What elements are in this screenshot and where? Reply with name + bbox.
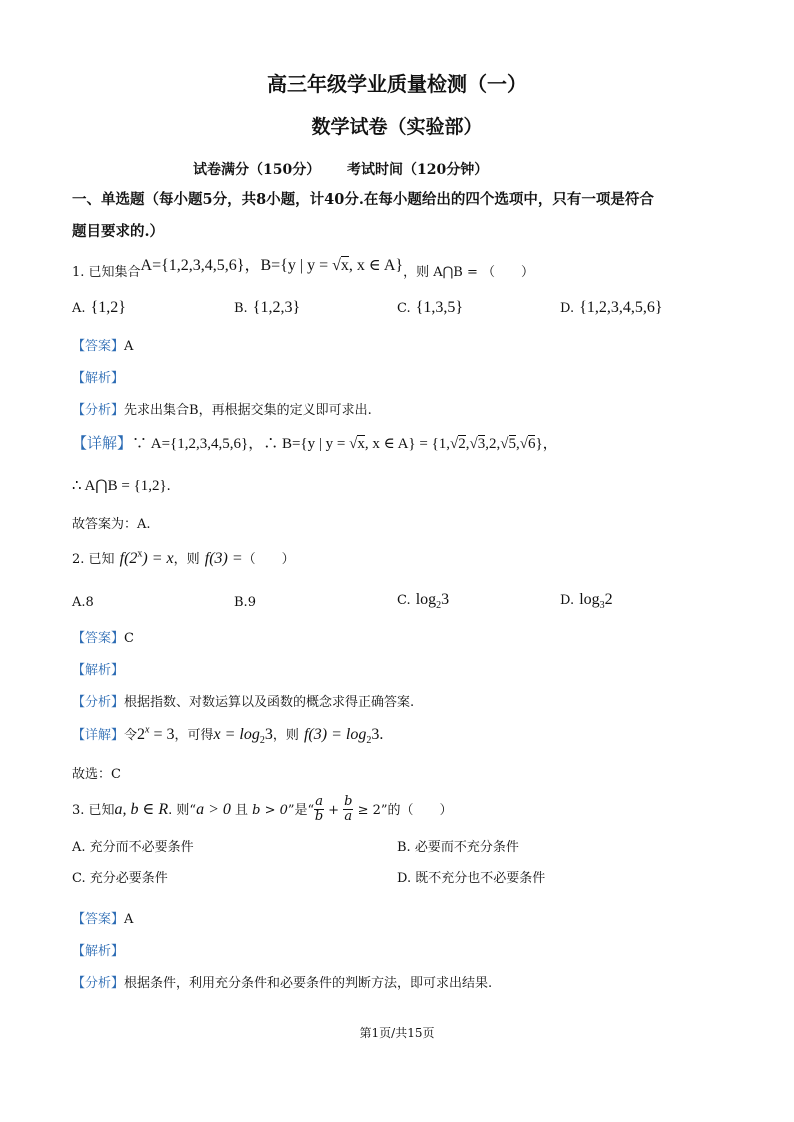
q3-cond-a: a > 0 (196, 801, 231, 818)
q3-answer (72, 908, 133, 927)
q3-option-d (397, 867, 545, 886)
q1-sqrt-3: 3 (477, 436, 486, 452)
option-label: B. (234, 595, 248, 610)
option-label: A. (72, 840, 86, 855)
q3-explain-label: 【解析】 (72, 944, 125, 959)
question-1-stem: 1. 已知集合A={1,2,3,4,5,6}，B={y | y = √x, x ∈ A}，则 A⋂B = （ ） (72, 257, 534, 280)
q2-option-d (560, 589, 613, 611)
q1-explain-label: 【解析】 (72, 371, 125, 386)
answer-value: C (124, 631, 134, 646)
q2-detail-logbase: 2 (366, 735, 372, 747)
q2-detail-x: x = log (213, 726, 260, 743)
option-value: 充分必要条件 (89, 871, 168, 886)
option-value: {1,2,3} (252, 299, 301, 316)
q2-answer (72, 627, 134, 646)
question-2-stem (72, 548, 295, 568)
section-label: 【分析】 (72, 403, 125, 418)
q2-explain-label: 【解析】 (72, 663, 125, 678)
q3-fraction-b-a (343, 795, 353, 824)
q1-option-b (234, 297, 300, 317)
q1-comma: ， (244, 257, 261, 274)
q1-detail-comma: , (465, 436, 470, 452)
log-base: 3 (599, 600, 605, 612)
log-base: 2 (436, 600, 442, 612)
q1-sqrt-6: 6 (527, 436, 536, 452)
page-subtitle: 数学试卷（实验部） (311, 116, 483, 138)
q3-vars: a, b ∈ R (114, 801, 169, 818)
log-text: log (415, 591, 437, 608)
page-footer: 第1页/共15页 (359, 1026, 435, 1040)
answer-value: A (124, 912, 134, 927)
q2-end: （ ） (242, 552, 295, 567)
q1-prefix: 1. 已知集合 (72, 265, 141, 280)
q1-analysis (72, 399, 372, 418)
q2-detail-base: 2 (137, 726, 146, 743)
q2-exp: x (137, 548, 143, 560)
q2-prefix: 2. 已知 (72, 552, 115, 567)
q3-prefix: 3. 已知 (72, 803, 115, 818)
page-title: 高三年级学业质量检测（一） (267, 72, 527, 96)
section-heading-cont: 题目要求的.） (72, 223, 165, 240)
option-value: 充分而不必要条件 (89, 840, 194, 855)
q1-detail-mid: , x ∈ A} = {1, (364, 436, 451, 452)
q2-f-close: ) = x (142, 550, 174, 567)
q2-detail-text: ，可得 (174, 728, 214, 743)
q2-detail-arg: 3 (264, 726, 273, 743)
q1-set-b-rhs: , x ∈ A} (348, 257, 404, 274)
q3-text: 且 (230, 803, 253, 818)
q1-detail-comma: ,2, (485, 436, 501, 452)
q1-detail-prefix (72, 436, 349, 452)
option-label: D. (560, 301, 575, 316)
option-label: D. (560, 593, 575, 608)
q1-answer (72, 335, 133, 354)
option-label: B. (234, 301, 248, 316)
q3-option-a (72, 836, 194, 855)
q2-detail (72, 724, 383, 746)
q3-option-b (397, 836, 519, 855)
q1-set-b-lhs: B={y | y = (260, 257, 333, 274)
answer-label: 【答案】 (72, 631, 125, 646)
section-label: 【详解】 (72, 436, 133, 452)
option-label: A. (72, 595, 86, 610)
q2-final: 故选：C (72, 767, 121, 782)
q1-sqrt-2: 2 (458, 436, 466, 452)
section-text: 先求出集合B，再根据交集的定义即可求出. (124, 403, 372, 418)
section-label: 【分析】 (72, 976, 125, 991)
q2-ask: ，则 (173, 552, 200, 567)
q2-option-b (234, 591, 256, 610)
q3-text: ”是“ (287, 803, 315, 818)
section-heading: 一、单选题（每小题5分，共8小题，计40分.在每小题给出的四个选项中，只有一项是符合 (72, 191, 654, 208)
frac-numerator: a (315, 794, 323, 809)
frac-denominator: a (344, 809, 353, 824)
option-value: 既不充分也不必要条件 (415, 871, 546, 886)
q1-detail-comma: , (516, 436, 520, 452)
section-text: ∵ A={1,2,3,4,5,6}，∴ B={y | y = (132, 436, 350, 452)
exam-time-info: 考试时间（120分钟） (347, 162, 489, 178)
option-label: A. (72, 301, 86, 316)
q3-ge: ≥ 2 (353, 803, 381, 818)
q1-detail: 【详解】∵ A={1,2,3,4,5,6}，∴ B={y | y = √x, x ∈ A} = {1,√2,√3,2,√5,√6}， (72, 436, 558, 452)
section-label: 【分析】 (72, 695, 125, 710)
q2-detail-arg: 3. (371, 726, 384, 743)
q3-plus: + (323, 803, 344, 818)
q2-f-open: f(2 (119, 550, 138, 567)
option-label: C. (72, 871, 86, 886)
option-label: B. (397, 840, 411, 855)
q1-detail-sqrt-x: x (357, 436, 365, 452)
q1-ask: ，则 A⋂B = （ ） (403, 265, 534, 280)
log-arg: 3 (441, 591, 450, 608)
q1-option-a (72, 297, 126, 317)
section-text: 令 (124, 728, 138, 743)
q2-option-c (397, 589, 449, 611)
q3-text: ”的（ ） (380, 803, 453, 818)
q2-analysis (72, 691, 414, 710)
section-label: 【详解】 (72, 728, 125, 743)
option-value: {1,2} (90, 299, 126, 316)
q1-option-d (560, 297, 663, 317)
q2-detail-eq: = 3 (149, 726, 175, 743)
q3-analysis (72, 972, 492, 991)
q2-f3: f(3) = (204, 550, 243, 567)
option-value: 8 (85, 595, 94, 610)
log-text: log (579, 591, 600, 608)
q2-detail-logbase: 2 (259, 735, 265, 747)
frac-denominator: b (314, 809, 324, 824)
q1-sqrt-x: x (340, 257, 349, 274)
q1-sqrt-5: 5 (508, 436, 516, 452)
q3-fraction-a-b (314, 795, 324, 824)
q3-cond-b: b > 0 (252, 803, 288, 818)
frac-numerator: b (344, 794, 353, 809)
q1-set-a: A={1,2,3,4,5,6} (140, 257, 245, 274)
option-value: {1,2,3,4,5,6} (579, 299, 663, 316)
option-value: 9 (247, 595, 256, 610)
log-arg: 2 (604, 591, 613, 608)
question-3-stem (72, 793, 453, 827)
option-label: D. (397, 871, 412, 886)
section-text: 根据指数、对数运算以及函数的概念求得正确答案. (124, 695, 415, 710)
option-label: C. (397, 301, 411, 316)
q2-detail-f3: f(3) = log (303, 726, 367, 743)
q3-option-c (72, 867, 168, 886)
q3-text: . 则“ (168, 803, 197, 818)
answer-value: A (124, 339, 134, 354)
q1-detail-end: }， (535, 436, 558, 452)
q1-final: 故答案为：A. (72, 517, 151, 532)
exam-score-info: 试卷满分（150分） (193, 162, 321, 178)
q1-option-c (397, 297, 463, 317)
answer-label: 【答案】 (72, 339, 125, 354)
section-text: 根据条件，利用充分条件和必要条件的判断方法，即可求出结果. (124, 976, 493, 991)
q1-conclusion: ∴ A⋂B = {1,2}. (72, 478, 171, 494)
q2-detail-text: ，则 (272, 728, 299, 743)
option-value: {1,3,5} (415, 299, 464, 316)
q2-option-a (72, 591, 94, 610)
q2-detail-exp: x (145, 724, 150, 736)
q2-detail-prefix (72, 728, 137, 743)
answer-label: 【答案】 (72, 912, 125, 927)
option-value: 必要而不充分条件 (414, 840, 519, 855)
option-label: C. (397, 593, 411, 608)
